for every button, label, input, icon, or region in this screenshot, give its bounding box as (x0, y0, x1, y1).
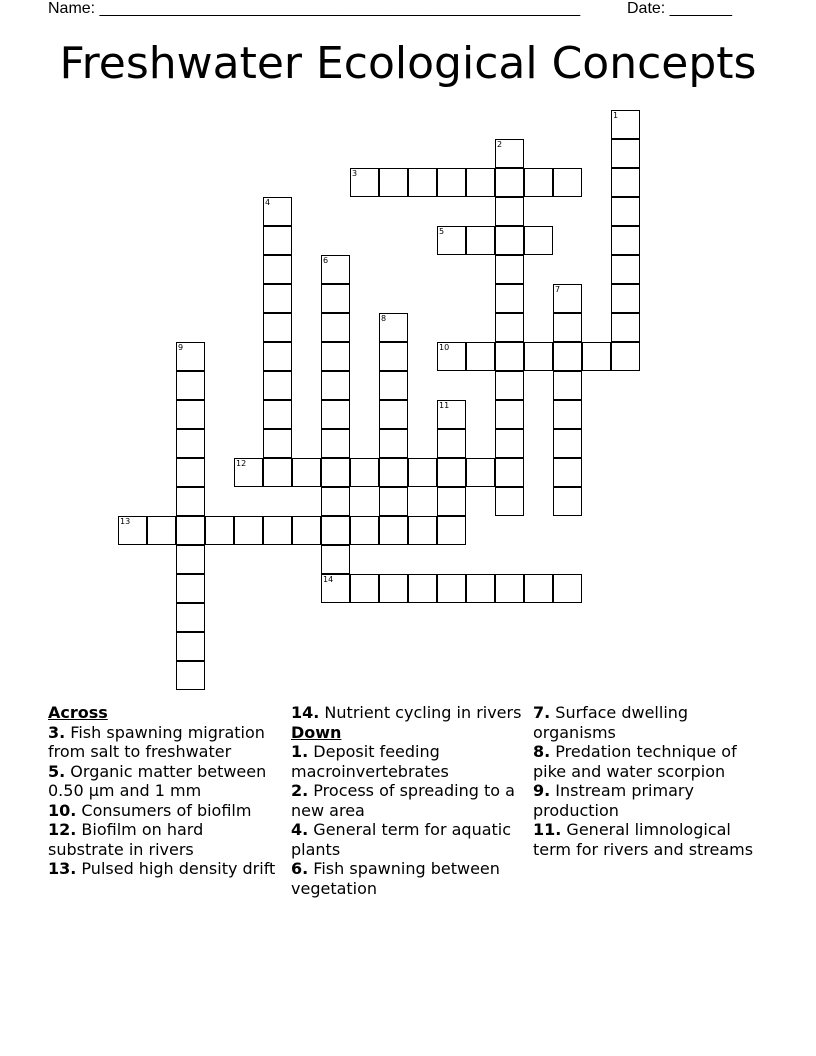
crossword-cell[interactable] (321, 458, 350, 487)
crossword-cell[interactable] (408, 168, 437, 197)
crossword-cell[interactable] (379, 516, 408, 545)
crossword-cell[interactable] (379, 168, 408, 197)
crossword-cell[interactable] (408, 516, 437, 545)
crossword-cell[interactable] (553, 168, 582, 197)
crossword-cell[interactable] (524, 342, 553, 371)
crossword-cell[interactable] (495, 284, 524, 313)
crossword-cell[interactable] (263, 429, 292, 458)
crossword-cell[interactable] (466, 574, 495, 603)
crossword-cell[interactable] (350, 574, 379, 603)
crossword-cell[interactable] (176, 429, 205, 458)
clue-number-label: 1 (613, 111, 619, 120)
clue-item-text: Predation technique of pike and water scorpion (533, 742, 737, 781)
clue-item-number: 3. (48, 722, 66, 742)
clue-item (48, 820, 280, 859)
crossword-cell[interactable] (437, 168, 466, 197)
clue-item-number: 6. (291, 859, 309, 878)
crossword-cell[interactable] (611, 168, 640, 197)
crossword-cell[interactable] (176, 487, 205, 516)
clue-number-label: 3 (352, 169, 358, 178)
clue-item-number: 2. (291, 781, 309, 800)
crossword-cell[interactable] (176, 371, 205, 400)
crossword-cell[interactable] (611, 342, 640, 371)
clue-item-text: Fish spawning between vegetation (291, 859, 500, 898)
crossword-cell[interactable] (524, 574, 553, 603)
clue-item-text: Pulsed high density drift (76, 859, 276, 878)
crossword-cell[interactable] (553, 342, 582, 371)
crossword-cell[interactable] (437, 226, 466, 255)
crossword-cell[interactable] (466, 458, 495, 487)
clue-number-label: 13 (120, 517, 131, 526)
clue-item (291, 859, 523, 898)
clue-item-number: 14. (291, 703, 320, 722)
crossword-cell[interactable] (176, 603, 205, 632)
crossword-cell[interactable] (234, 516, 263, 545)
crossword-cell[interactable] (437, 487, 466, 516)
crossword-cell[interactable] (176, 516, 205, 545)
crossword-cell[interactable] (350, 458, 379, 487)
crossword-cell[interactable] (292, 516, 321, 545)
crossword-cell[interactable] (263, 342, 292, 371)
crossword-cell[interactable] (147, 516, 176, 545)
crossword-cell[interactable] (524, 226, 553, 255)
clue-item-number: 1. (291, 742, 309, 761)
clue-item-text: Instream primary production (533, 781, 694, 820)
clue-number-label: 9 (178, 343, 184, 352)
clue-item-text: Organic matter between 0.50 µm and 1 mm (48, 761, 267, 800)
clue-item-text: Nutrient cycling in rivers (319, 703, 522, 722)
clue-item-text: General term for aquatic plants (291, 820, 512, 859)
clue-item-text: General limnological term for rivers and streams (533, 820, 754, 859)
crossword-cell[interactable] (611, 110, 640, 139)
clues-column-3 (533, 703, 765, 859)
crossword-cell[interactable] (263, 400, 292, 429)
crossword-cell[interactable] (495, 255, 524, 284)
crossword-cell[interactable] (553, 313, 582, 342)
crossword-cell[interactable] (379, 313, 408, 342)
crossword-cell[interactable] (495, 226, 524, 255)
clue-number-label: 7 (555, 285, 561, 294)
clue-number-label: 2 (497, 140, 503, 149)
crossword-cell[interactable] (437, 516, 466, 545)
crossword-cell[interactable] (495, 487, 524, 516)
clues-column-2 (291, 703, 523, 898)
clue-item (48, 859, 280, 879)
crossword-cell[interactable] (379, 342, 408, 371)
clue-item-number: 13. (48, 859, 77, 878)
crossword-cell[interactable] (292, 458, 321, 487)
date-field-label: Date: _______ (627, 0, 732, 17)
crossword-cell[interactable] (611, 226, 640, 255)
crossword-cell[interactable] (495, 400, 524, 429)
crossword-cell[interactable] (263, 371, 292, 400)
clue-item (533, 703, 765, 742)
clues-column-1 (48, 703, 280, 879)
clue-number-label: 14 (323, 575, 334, 584)
clue-item (291, 820, 523, 859)
crossword-cell[interactable] (379, 371, 408, 400)
crossword-cell[interactable] (495, 342, 524, 371)
crossword-cell[interactable] (205, 516, 234, 545)
crossword-cell[interactable] (234, 458, 263, 487)
clue-number-label: 4 (265, 198, 271, 207)
crossword-cell[interactable] (495, 313, 524, 342)
crossword-cell[interactable] (437, 429, 466, 458)
crossword-cell[interactable] (495, 197, 524, 226)
crossword-cell[interactable] (379, 429, 408, 458)
page-title: Freshwater Ecological Concepts (59, 38, 757, 89)
clue-item (291, 781, 523, 820)
crossword-cell[interactable] (321, 313, 350, 342)
crossword-cell[interactable] (118, 516, 147, 545)
crossword-cell[interactable] (176, 632, 205, 661)
crossword-cell[interactable] (379, 574, 408, 603)
clue-item-number: 4. (291, 820, 309, 839)
clue-item (48, 762, 280, 801)
crossword-cell[interactable] (176, 400, 205, 429)
crossword-cell[interactable] (495, 429, 524, 458)
crossword-cell[interactable] (321, 255, 350, 284)
crossword-cell[interactable] (553, 487, 582, 516)
crossword-cell[interactable] (553, 400, 582, 429)
crossword-cell[interactable] (408, 458, 437, 487)
crossword-cell[interactable] (350, 168, 379, 197)
crossword-cell[interactable] (437, 458, 466, 487)
clue-section-heading: Across (48, 703, 108, 722)
clue-item (48, 801, 280, 821)
clue-number-label: 12 (236, 459, 247, 468)
clue-item-number: 12. (48, 820, 77, 839)
clue-number-label: 11 (439, 401, 450, 410)
crossword-cell[interactable] (553, 371, 582, 400)
crossword-cell[interactable] (176, 545, 205, 574)
crossword-cell[interactable] (321, 429, 350, 458)
clue-item-text: Process of spreading to a new area (291, 781, 515, 820)
crossword-cell[interactable] (553, 574, 582, 603)
name-field-label: Name: ______________________________________________________ (48, 0, 581, 17)
clue-number-label: 6 (323, 256, 329, 265)
clue-item-text: Deposit feeding macroinvertebrates (291, 742, 449, 781)
clue-item (291, 742, 523, 781)
clue-number-label: 10 (439, 343, 450, 352)
clue-item-text: Consumers of biofilm (76, 800, 252, 820)
crossword-cell[interactable] (611, 197, 640, 226)
crossword-cell[interactable] (553, 458, 582, 487)
crossword-cell[interactable] (321, 400, 350, 429)
clue-item-number: 7. (533, 703, 551, 722)
crossword-cell[interactable] (350, 516, 379, 545)
crossword-cell[interactable] (263, 226, 292, 255)
crossword-cell[interactable] (321, 545, 350, 574)
clue-item-number: 9. (533, 781, 551, 800)
crossword-cell[interactable] (466, 342, 495, 371)
crossword-cell[interactable] (321, 516, 350, 545)
clue-section-heading: Down (291, 722, 342, 742)
clue-number-label: 5 (439, 227, 445, 236)
crossword-cell[interactable] (524, 168, 553, 197)
clue-item-number: 10. (48, 800, 77, 820)
crossword-cell[interactable] (263, 458, 292, 487)
clue-item (533, 742, 765, 781)
crossword-cell[interactable] (176, 574, 205, 603)
clue-item-number: 5. (48, 761, 66, 781)
clue-item (48, 723, 280, 762)
crossword-cell[interactable] (263, 255, 292, 284)
crossword-cell[interactable] (611, 284, 640, 313)
crossword-cell[interactable] (495, 458, 524, 487)
crossword-cell[interactable] (176, 342, 205, 371)
crossword-cell[interactable] (495, 139, 524, 168)
crossword-cell[interactable] (379, 487, 408, 516)
crossword-cell[interactable] (263, 516, 292, 545)
crossword-cell[interactable] (437, 400, 466, 429)
crossword-cell[interactable] (495, 168, 524, 197)
clue-item-text: Biofilm on hard substrate in rivers (48, 820, 204, 859)
crossword-cell[interactable] (379, 458, 408, 487)
clue-item-text: Surface dwelling organisms (533, 703, 689, 742)
crossword-cell[interactable] (321, 574, 350, 603)
crossword-cell[interactable] (176, 661, 205, 690)
crossword-cell[interactable] (582, 342, 611, 371)
crossword-cell[interactable] (611, 313, 640, 342)
clue-number-label: 8 (381, 314, 387, 323)
crossword-cell[interactable] (321, 371, 350, 400)
clue-item (533, 820, 765, 859)
crossword-cell[interactable] (321, 342, 350, 371)
crossword-cell[interactable] (553, 429, 582, 458)
crossword-cell[interactable] (321, 284, 350, 313)
crossword-cell[interactable] (611, 139, 640, 168)
crossword-cell[interactable] (263, 197, 292, 226)
crossword-cell[interactable] (466, 168, 495, 197)
crossword-cell[interactable] (466, 226, 495, 255)
crossword-cell[interactable] (553, 284, 582, 313)
crossword-cell[interactable] (176, 458, 205, 487)
crossword-cell[interactable] (437, 574, 466, 603)
crossword-cell[interactable] (611, 255, 640, 284)
clue-item-number: 11. (533, 820, 562, 839)
clue-item-text: Fish spawning migration from salt to freshwater (48, 722, 265, 761)
crossword-cell[interactable] (379, 400, 408, 429)
clue-item-number: 8. (533, 742, 551, 761)
crossword-cell[interactable] (437, 342, 466, 371)
clue-item (533, 781, 765, 820)
crossword-cell[interactable] (408, 574, 437, 603)
crossword-cell[interactable] (263, 313, 292, 342)
clue-item (291, 703, 523, 723)
crossword-cell[interactable] (263, 284, 292, 313)
crossword-cell[interactable] (495, 574, 524, 603)
crossword-cell[interactable] (321, 487, 350, 516)
crossword-cell[interactable] (495, 371, 524, 400)
